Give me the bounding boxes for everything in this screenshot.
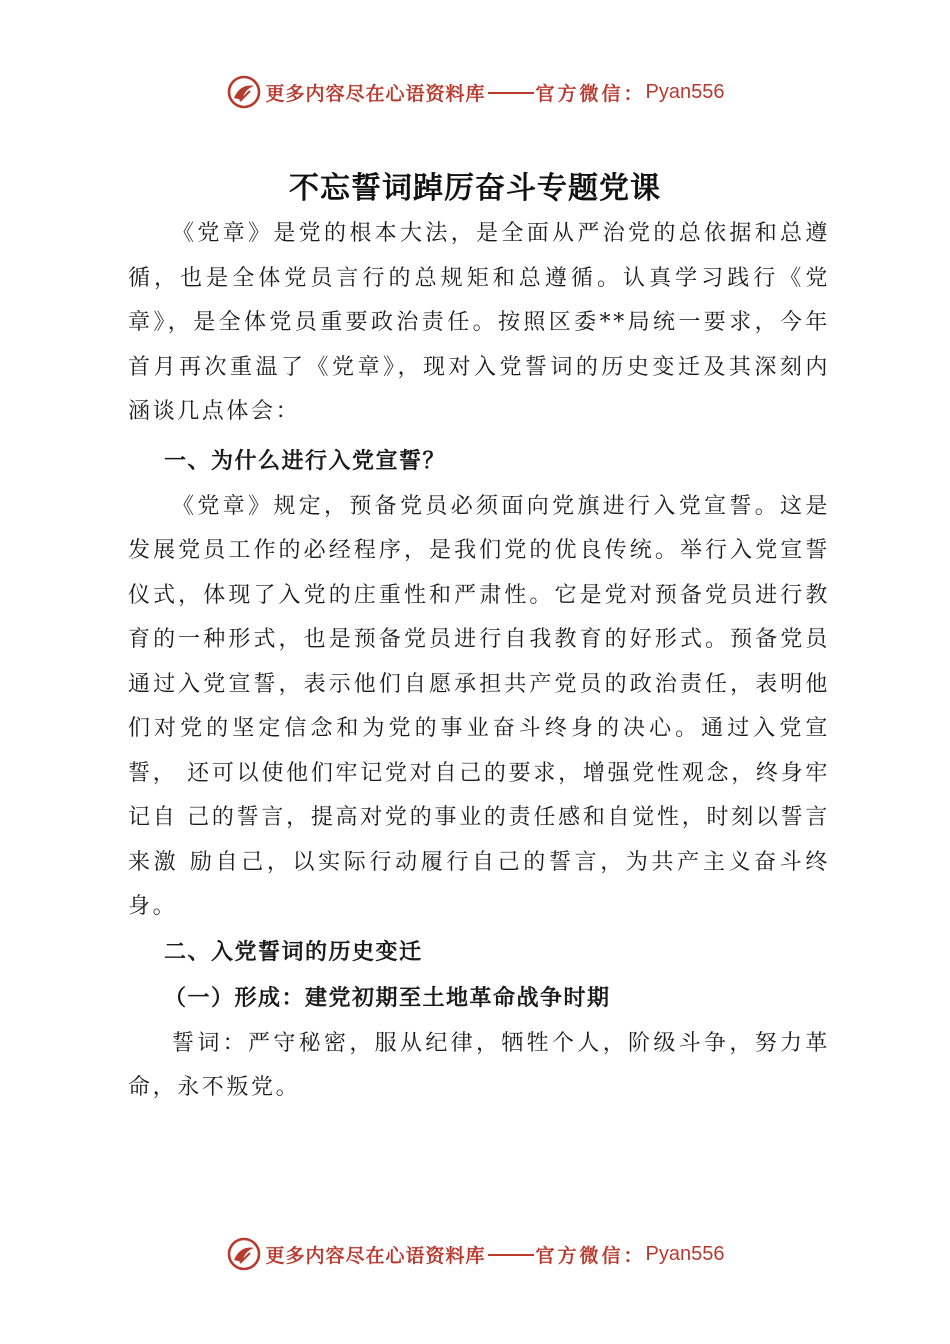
brand-logo-icon [226,74,262,110]
header-watermark-banner [0,70,950,114]
banner-brand-text: 更多内容尽在心语资料库 [265,82,486,105]
banner-dash-divider [488,92,534,94]
intro-paragraph: 《党章》是党的根本大法，是全面从严治党的总依据和总遵循，也是全体党员言行的总规矩和总遵循。认真学习践行《党章》，是全体党员重要政治责任。按照区委**局统一要求，今年首月再次重温了《党章》，现对入党誓词的历史变迁及其深刻内涵谈几点体会： [128,221,830,424]
subsection-1-heading: （一）形成：建党初期至土地革命战争时期 [164,985,611,1011]
section-2-heading: 二、入党誓词的历史变迁 [164,939,423,965]
section-1-heading: 一、为什么进行入党宣誓？ [164,448,447,474]
brand-logo-icon [226,1236,262,1272]
banner-wechat-label: 官方微信： [535,1244,646,1267]
section-1-paragraph: 《党章》规定，预备党员必须面向党旗进行入党宣誓。这是发展党员工作的必经程序，是我们党的优良传统。举行入党宣誓仪式，体现了入党的庄重性和严肃性。它是党对预备党员进行教 育的一种形式，也是预备党员进行自我教育的好形式。预备党员 通过入党宣誓，表示他们自愿承担共产党员的政治责任，表明他 们对党的坚定信念和为党的事业奋斗终身的决心。通过入党宣誓， 还可以使他们牢记党对自己的要求，增强党性观念，终身牢记自 己的誓言，提高对党的事业的责任感和自觉性，时刻以誓言来激 励自己，以实际行动履行自己的誓言，为共产主义奋斗终身。 [128,493,830,919]
banner-wechat-label: 官方微信： [535,82,646,105]
banner-wechat-id: Pyan556 [645,1242,725,1265]
banner-brand-text: 更多内容尽在心语资料库 [265,1244,486,1267]
subsection-1-paragraph: 誓词：严守秘密，服从纪律，牺牲个人，阶级斗争，努力革命，永不叛党。 [128,1030,830,1100]
document-title: 不忘誓词踔厉奋斗专题党课 [289,171,661,206]
footer-watermark-banner [0,1232,950,1276]
banner-wechat-id: Pyan556 [645,80,725,103]
document-body [128,212,830,1111]
banner-dash-divider [488,1254,534,1256]
